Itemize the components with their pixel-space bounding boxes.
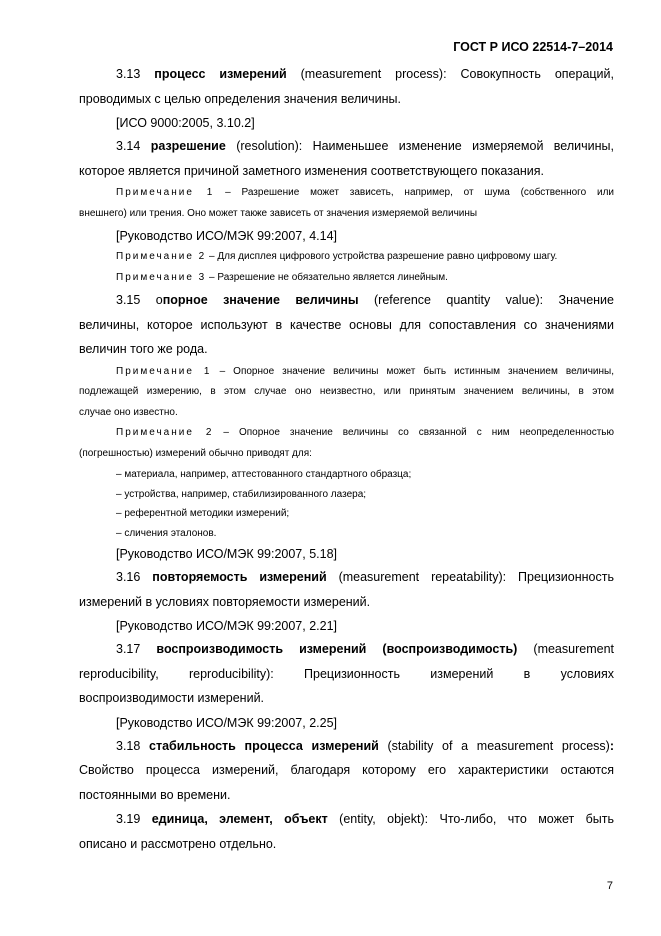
list-item: – референтной методики измерений; <box>116 508 290 519</box>
page-number: 7 <box>606 880 613 892</box>
source-ref: [Руководство ИСО/МЭК 99:2007, 4.14] <box>116 229 338 243</box>
term-3-15: 3.15 опорное значение величины (reference quantity value): Значение <box>116 293 614 307</box>
source-ref: [Руководство ИСО/МЭК 99:2007, 2.21] <box>116 619 338 633</box>
source-ref: [Руководство ИСО/МЭК 99:2007, 2.25] <box>116 715 338 730</box>
term-3-13-definition: проводимых с целью определения значения величины. <box>79 91 401 106</box>
document-body <box>79 63 614 857</box>
note-continuation: подлежащей измерению, в этом случае оно неизвестно, или принятым значением величины, в этом <box>79 386 614 397</box>
list-item: – устройства, например, стабилизированного лазера; <box>116 488 367 500</box>
term-3-19-definition: описано и рассмотрено отдельно. <box>79 836 277 851</box>
term-3-13: 3.13 процесс измерений (measurement process): Совокупность операций, <box>116 67 614 81</box>
term-3-18-definition-end: постоянными во времени. <box>79 787 231 802</box>
source-ref: [Руководство ИСО/МЭК 99:2007, 5.18] <box>116 547 338 561</box>
term-3-19: 3.19 единица, элемент, объект (entity, objekt): Что-либо, что может быть <box>116 812 614 826</box>
note-continuation: внешнего) или трения. Оно может также зависеть от значения измеряемой величины <box>79 207 478 219</box>
note: Примечание 2 – Опорное значение величины со связанной с ним неопределенностью <box>116 427 614 438</box>
note: Примечание 2 – Для дисплея цифрового устройства разрешение равно цифровому шагу. <box>116 251 558 262</box>
document-header: ГОСТ Р ИСО 22514-7–2014 <box>453 40 613 54</box>
term-3-17: 3.17 воспроизводимость измерений (воспроизводимость) (measurement <box>116 642 614 656</box>
list-item: – материала, например, аттестованного стандартного образца; <box>116 469 412 480</box>
note: Примечание 3 – Разрешение не обязательно является линейным. <box>116 271 448 283</box>
term-3-18-definition: Свойство процесса измерений, благодаря которому его характеристики остаются <box>79 763 614 777</box>
term-3-14-definition: которое является причиной заметного изменения соответствующего показания. <box>79 163 545 178</box>
term-3-18: 3.18 стабильность процесса измерений (stability of a measurement process): <box>116 738 614 753</box>
note: Примечание 1 – Разрешение может зависеть, например, от шума (собственного или <box>116 187 614 198</box>
term-3-17-definition-end: воспроизводимости измерений. <box>79 691 265 705</box>
note-continuation: (погрешностью) измерений обычно приводят для: <box>79 447 312 459</box>
term-3-15-definition: величины, которое используют в качестве основы для сопоставления со значениями <box>79 317 614 332</box>
note-continuation: случае оно известно. <box>79 406 178 418</box>
term-3-15-definition-end: величин того же рода. <box>79 342 208 356</box>
list-item: – сличения эталонов. <box>116 527 217 539</box>
source-ref: [ИСО 9000:2005, 3.10.2] <box>116 116 255 130</box>
term-3-16-definition: измерений в условиях повторяемости измерений. <box>79 594 371 609</box>
note: Примечание 1 – Опорное значение величины может быть истинным значением величины, <box>116 365 614 377</box>
term-3-16: 3.16 повторяемость измерений (measurement repeatability): Прецизионность <box>116 570 614 584</box>
term-3-17-definition: reproducibility, reproducibility): Прецизионность измерений в условиях <box>79 666 614 681</box>
term-3-14: 3.14 разрешение (resolution): Наименьшее изменение измеряемой величины, <box>116 139 614 153</box>
